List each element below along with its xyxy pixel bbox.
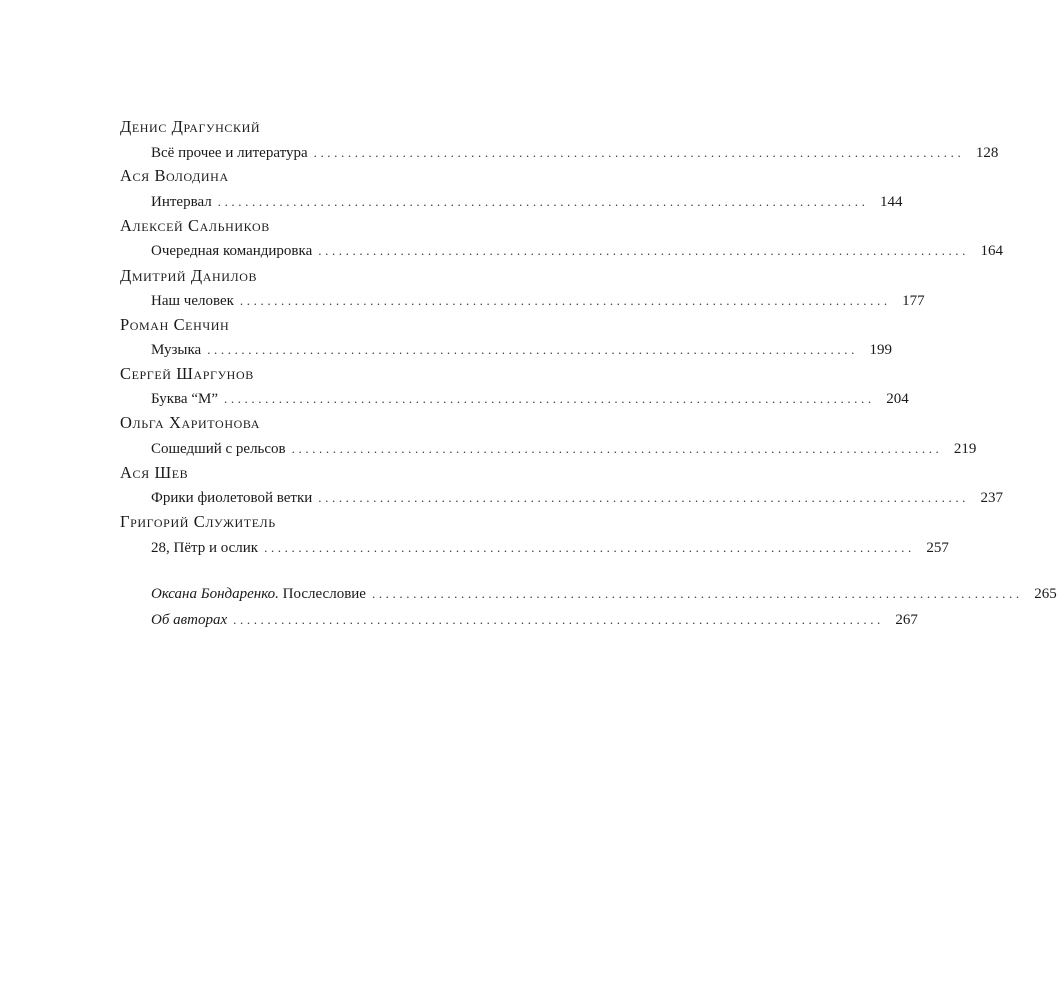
entry-title: Сошедший с рельсов — [151, 441, 286, 457]
author-name: Григорий Служитель — [120, 512, 276, 531]
author-name: Денис Драгунский — [120, 117, 261, 136]
page-number: 164 — [980, 243, 1003, 259]
toc-entry[interactable] — [151, 143, 999, 163]
entry-title: Очередная командировка — [151, 243, 313, 259]
page-number: 237 — [980, 490, 1004, 506]
toc-entry[interactable] — [151, 488, 1004, 508]
toc-entry[interactable] — [151, 291, 925, 311]
author-name: Ольга Харитонова — [120, 413, 260, 432]
toc-entry[interactable] — [151, 241, 1003, 261]
page-number: 257 — [926, 540, 949, 556]
page-number: 128 — [975, 145, 999, 161]
afterword-entry[interactable] — [151, 584, 1057, 604]
dot-leader: ............................................................................................... — [264, 540, 915, 555]
afterword-author: Оксана Бондаренко. — [151, 586, 279, 602]
dot-leader: ............................................................................................... — [318, 243, 969, 258]
dot-leader: ............................................................................................... — [217, 194, 869, 209]
about-authors-entry[interactable] — [151, 610, 918, 630]
author-name: Алексей Сальников — [120, 216, 270, 235]
author-name: Сергей Шаргунов — [120, 364, 254, 383]
afterword-title: Послесловие — [282, 586, 366, 602]
author-name: Дмитрий Данилов — [120, 266, 258, 285]
entry-title — [151, 584, 372, 604]
about-authors-title: Об авторах — [151, 612, 228, 628]
page-number: 177 — [902, 293, 925, 309]
page-number: 144 — [879, 194, 903, 210]
dot-leader: ............................................................................................... — [371, 586, 1023, 601]
toc-entry[interactable] — [151, 389, 909, 409]
entry-title: Наш человек — [151, 293, 234, 309]
dot-leader: ............................................................................................... — [233, 612, 884, 627]
dot-leader: ............................................................................................... — [291, 441, 943, 456]
dot-leader: ............................................................................................... — [207, 342, 858, 357]
entry-title: Музыка — [151, 342, 202, 358]
dot-leader: ............................................................................................... — [239, 293, 891, 308]
entry-title: 28, Пётр и ослик — [151, 540, 259, 556]
entry-title: Всё прочее и литература — [151, 145, 308, 161]
entry-title: Буква “М” — [151, 391, 218, 407]
page-number: 219 — [953, 441, 977, 457]
page-number: 267 — [895, 612, 918, 628]
toc-entry[interactable] — [151, 439, 977, 459]
entry-title: Интервал — [151, 194, 212, 210]
dot-leader: ............................................................................................... — [318, 490, 970, 505]
author-name: Ася Володина — [120, 166, 229, 185]
page-number: 199 — [869, 342, 892, 358]
dot-leader: ............................................................................................... — [313, 145, 965, 160]
toc-entry[interactable] — [151, 538, 949, 558]
author-name: Ася Шев — [120, 463, 189, 482]
toc-entry[interactable] — [151, 192, 903, 212]
entry-title: Фрики фиолетовой ветки — [151, 490, 313, 506]
dot-leader: ............................................................................................... — [223, 391, 875, 406]
toc-entry[interactable] — [151, 340, 892, 360]
entry-title — [151, 610, 233, 630]
page-number: 204 — [886, 391, 909, 407]
author-name: Роман Сенчин — [120, 315, 230, 334]
page-number: 265 — [1034, 586, 1057, 602]
